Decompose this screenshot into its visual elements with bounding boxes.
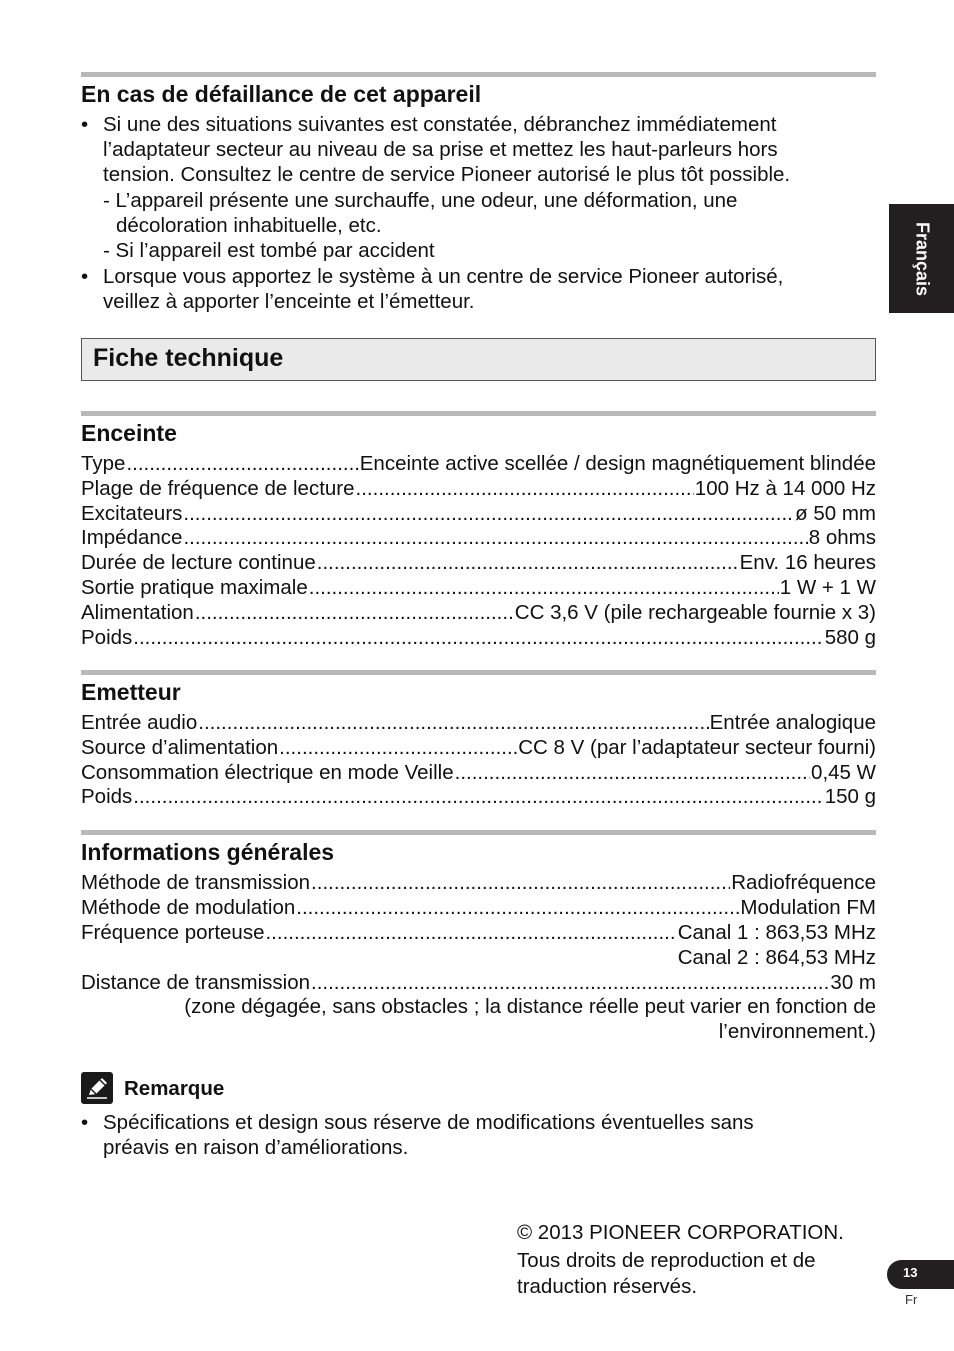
section-title-defaillance: En cas de défaillance de cet appareil xyxy=(81,81,482,107)
spec-label: Durée de lecture continue xyxy=(81,551,316,574)
copyright-line-1: © 2013 PIONEER CORPORATION. xyxy=(517,1221,844,1244)
remarque-bullet-line-2: préavis en raison d’améliorations. xyxy=(103,1136,409,1159)
defaillance-bullet-1-line-1: Si une des situations suivantes est constatée, débranchez immédiatement xyxy=(103,113,777,136)
spec-row xyxy=(81,710,876,735)
spec-label: Excitateurs xyxy=(81,502,183,525)
spec-row xyxy=(81,625,876,650)
fiche-technique-title: Fiche technique xyxy=(93,344,284,372)
spec-value: Env. 16 heures xyxy=(739,551,876,574)
spec-label: Méthode de transmission xyxy=(81,871,311,894)
spec-row xyxy=(81,784,876,809)
leader-dots xyxy=(195,600,514,625)
defaillance-bullet-2-line-2: veillez à apporter l’enceinte et l’émetteur. xyxy=(103,290,475,313)
language-tab xyxy=(889,204,954,313)
spec-row xyxy=(81,451,876,476)
copyright-line-2: Tous droits de reproduction et de xyxy=(517,1249,816,1272)
leader-dots xyxy=(126,451,358,476)
defaillance-dash-1-line-1: - L’appareil présente une surchauffe, une odeur, une déformation, une xyxy=(103,189,738,212)
spec-row xyxy=(81,895,876,920)
leader-dots xyxy=(133,784,823,809)
section-title-emetteur: Emetteur xyxy=(81,679,181,705)
spec-row xyxy=(81,920,876,945)
spec-label: Alimentation xyxy=(81,601,194,624)
spec-value: 8 ohms xyxy=(808,526,876,549)
spec-label: Consommation électrique en mode Veille xyxy=(81,761,454,784)
defaillance-dash-1-line-2: décoloration inhabituelle, etc. xyxy=(116,214,382,237)
spec-value: 1 W + 1 W xyxy=(779,576,876,599)
defaillance-bullet-1-line-3: tension. Consultez le centre de service Pioneer autorisé le plus tôt possible. xyxy=(103,163,791,186)
page-number-badge xyxy=(887,1260,954,1289)
leader-dots xyxy=(311,970,829,995)
section-rule xyxy=(81,670,876,675)
leader-dots xyxy=(311,870,730,895)
bullet-mark: • xyxy=(81,113,89,136)
spec-label: Type xyxy=(81,452,126,475)
page-number: 13 xyxy=(903,1265,918,1280)
leader-dots xyxy=(317,550,739,575)
spec-row xyxy=(81,735,876,760)
defaillance-bullet-1-line-2: l’adaptateur secteur au niveau de sa prise et mettez les haut-parleurs hors xyxy=(103,138,778,161)
spec-label: Sortie pratique maximale xyxy=(81,576,308,599)
leader-dots xyxy=(183,501,794,526)
spec-value: CC 3,6 V (pile rechargeable fournie x 3) xyxy=(514,601,876,624)
spec-row xyxy=(81,501,876,526)
spec-value: 150 g xyxy=(824,785,876,808)
fiche-technique-header xyxy=(81,338,876,381)
copyright-line-3: traduction réservés. xyxy=(517,1275,698,1298)
spec-value: 0,45 W xyxy=(811,761,876,784)
spec-label: Plage de fréquence de lecture xyxy=(81,477,355,500)
bullet-mark: • xyxy=(81,265,89,288)
spec-value-canal-2: Canal 2 : 864,53 MHz xyxy=(677,946,876,969)
language-code: Fr xyxy=(905,1292,918,1307)
leader-dots xyxy=(296,895,739,920)
section-title-enceinte: Enceinte xyxy=(81,420,177,446)
defaillance-bullet-2-line-1: Lorsque vous apportez le système à un centre de service Pioneer autorisé, xyxy=(103,265,784,288)
section-rule xyxy=(81,830,876,835)
leader-dots xyxy=(309,575,779,600)
leader-dots xyxy=(356,476,694,501)
spec-label: Impédance xyxy=(81,526,183,549)
spec-value: Radiofréquence xyxy=(731,871,876,894)
spec-label: Entrée audio xyxy=(81,711,198,734)
language-tab-label: Français xyxy=(912,221,932,296)
spec-value: 580 g xyxy=(824,626,876,649)
bullet-mark: • xyxy=(81,1111,89,1134)
spec-value: ø 50 mm xyxy=(795,502,876,525)
spec-value: Enceinte active scellée / design magnétiquement blindée xyxy=(359,452,876,475)
section-title-infos: Informations générales xyxy=(81,839,335,865)
leader-dots xyxy=(279,735,517,760)
spec-row xyxy=(81,870,876,895)
leader-dots xyxy=(265,920,676,945)
spec-value: Entrée analogique xyxy=(709,711,876,734)
spec-label: Source d’alimentation xyxy=(81,736,279,759)
spec-value: Modulation FM xyxy=(740,896,876,919)
spec-value: 100 Hz à 14 000 Hz xyxy=(694,477,876,500)
distance-note-line-2: l’environnement.) xyxy=(718,1020,876,1043)
spec-value: Canal 1 : 863,53 MHz xyxy=(677,921,876,944)
pencil-note-icon xyxy=(81,1072,113,1104)
spec-row xyxy=(81,525,876,550)
spec-row xyxy=(81,476,876,501)
spec-label: Poids xyxy=(81,785,133,808)
spec-row xyxy=(81,970,876,995)
spec-label: Fréquence porteuse xyxy=(81,921,265,944)
leader-dots xyxy=(133,625,823,650)
spec-row xyxy=(81,760,876,785)
section-rule xyxy=(81,411,876,416)
spec-value: 30 m xyxy=(830,971,876,994)
section-rule xyxy=(81,72,876,77)
leader-dots xyxy=(183,525,807,550)
distance-note-line-1: (zone dégagée, sans obstacles ; la distance réelle peut varier en fonction de xyxy=(184,995,876,1018)
spec-row xyxy=(81,550,876,575)
spec-row xyxy=(81,600,876,625)
spec-label: Poids xyxy=(81,626,133,649)
spec-row xyxy=(81,575,876,600)
leader-dots xyxy=(198,710,708,735)
remarque-title: Remarque xyxy=(124,1077,225,1100)
spec-label: Méthode de modulation xyxy=(81,896,296,919)
spec-value: CC 8 V (par l’adaptateur secteur fourni) xyxy=(518,736,876,759)
remarque-bullet-line-1: Spécifications et design sous réserve de modifications éventuelles sans xyxy=(103,1111,754,1134)
defaillance-dash-2: - Si l’appareil est tombé par accident xyxy=(103,239,435,262)
spec-label: Distance de transmission xyxy=(81,971,311,994)
leader-dots xyxy=(455,760,810,785)
